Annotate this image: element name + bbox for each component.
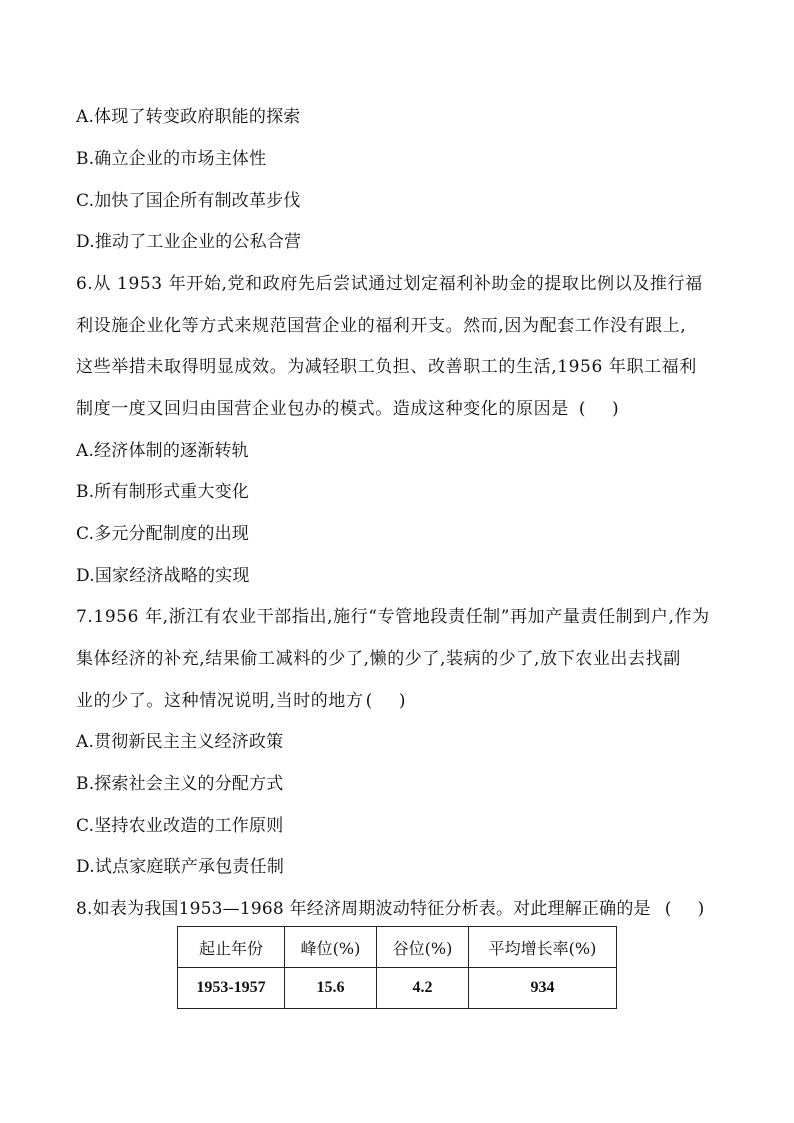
q7-answer-blank <box>366 690 406 712</box>
q6-option-b: B.所有制形式重大变化 <box>76 482 250 502</box>
q6-stem-line-4-text: 制度一度又回归由国营企业包办的模式。造成这种变化的原因是 <box>76 399 569 419</box>
q7-option-a: A.贯彻新民主主义经济政策 <box>76 732 284 752</box>
table-cell: 15.6 <box>285 968 377 1009</box>
q7-stem-line-1: 7.1956 年,浙江有农业干部指出,施行“专管地段责任制”再加产量责任制到户,作为 <box>76 607 710 627</box>
q5-option-d: D.推动了工业企业的公私合营 <box>76 232 302 252</box>
q7-stem-line-3-text: 业的少了。这种情况说明,当时的地方 <box>76 691 364 711</box>
table-cell: 1953-1957 <box>178 968 285 1009</box>
q6-stem-line-2: 利设施企业化等方式来规范国营企业的福利开支。然而,因为配套工作没有跟上, <box>76 316 687 336</box>
q6-stem-line-1: 6.从 1953 年开始,党和政府先后尝试通过划定福利补助金的提取比例以及推行福 <box>76 274 703 294</box>
q6-option-a: A.经济体制的逐渐转轨 <box>76 441 249 461</box>
q7-paren-open: ( <box>365 691 373 711</box>
q5-option-c: C.加快了国企所有制改革步伐 <box>76 191 301 211</box>
q6-paren-open: ( <box>578 399 587 419</box>
q6-stem-line-3: 这些举措未取得明显成效。为减轻职工负担、改善职工的生活,1956 年职工福利 <box>76 357 697 377</box>
table-header-cell: 谷位(%) <box>377 927 469 968</box>
table-header-cell: 峰位(%) <box>285 927 377 968</box>
table-cell: 4.2 <box>377 968 469 1009</box>
table-header-cell: 平均增长率(%) <box>469 927 617 968</box>
table-row <box>178 968 617 1009</box>
table-header-row <box>178 927 617 968</box>
q8-paren-close: ) <box>697 899 705 919</box>
q8-stem-text: 8.如表为我国1953—1968 年经济周期波动特征分析表。对此理解正确的是 <box>76 899 651 919</box>
q8-stem <box>76 898 704 920</box>
economic-cycle-table <box>177 926 617 1009</box>
table-header-cell: 起止年份 <box>178 927 285 968</box>
q5-option-a: A.体现了转变政府职能的探索 <box>76 107 301 127</box>
q7-option-c: C.坚持农业改造的工作原则 <box>76 816 284 836</box>
q7-paren-close: ) <box>398 691 407 711</box>
q6-option-c: C.多元分配制度的出现 <box>76 524 250 544</box>
q7-stem-line-2: 集体经济的补充,结果偷工减料的少了,懒的少了,装病的少了,放下农业出去找副 <box>76 649 681 669</box>
q8-answer-blank <box>665 898 705 920</box>
q7-option-d: D.试点家庭联产承包责任制 <box>76 857 285 877</box>
q6-paren-close: ) <box>612 399 620 419</box>
q7-stem-line-3 <box>76 690 406 712</box>
q6-stem-line-4 <box>76 398 619 420</box>
q6-option-d: D.国家经济战略的实现 <box>76 566 250 586</box>
q6-answer-blank <box>579 398 619 420</box>
q5-option-b: B.确立企业的市场主体性 <box>76 149 267 169</box>
q8-paren-open: ( <box>664 899 672 919</box>
q7-option-b: B.探索社会主义的分配方式 <box>76 774 284 794</box>
table-cell: 934 <box>469 968 617 1009</box>
